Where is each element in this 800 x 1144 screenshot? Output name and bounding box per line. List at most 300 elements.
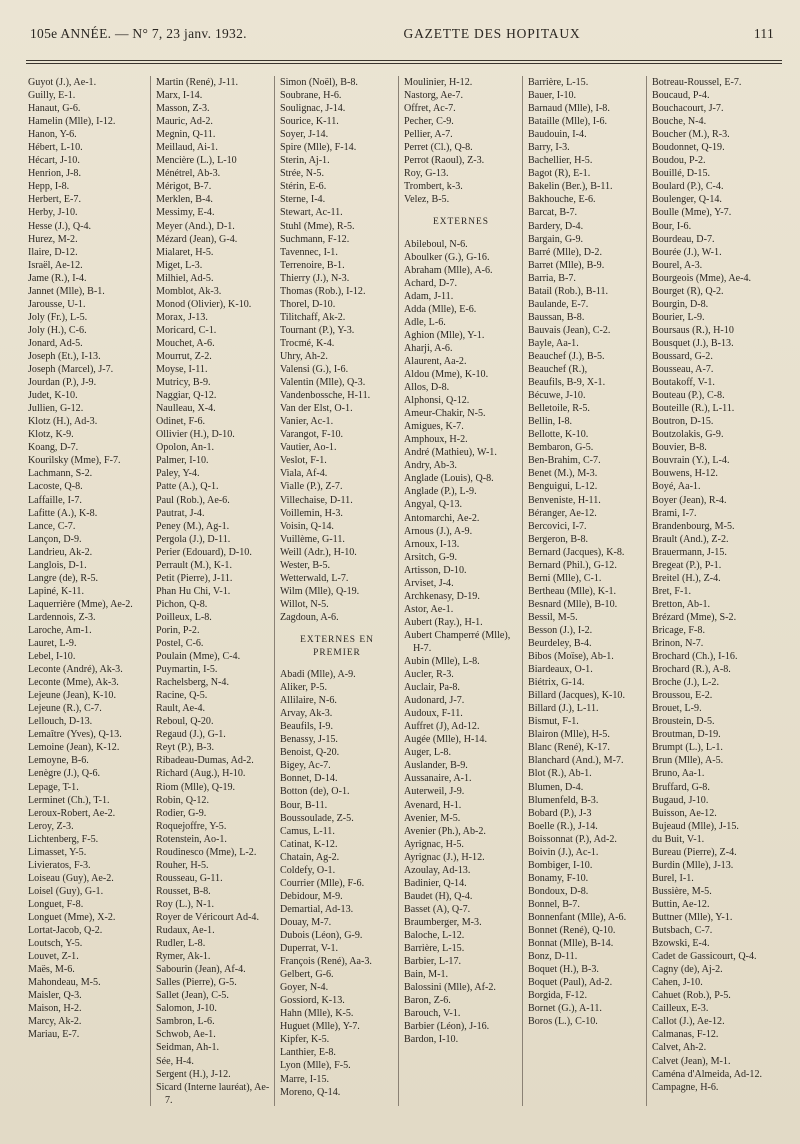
name-entry: Moulinier, H-12. <box>404 77 473 88</box>
name-entry: Vandenbossche, H-11. <box>280 390 371 402</box>
name-entry: Jame (R.), I-4. <box>28 272 87 284</box>
name-entry: Joly (H.), C-6. <box>28 324 87 336</box>
name-entry: Valensi (G.), I-6. <box>280 364 349 376</box>
name-entry: Avenier, M-5. <box>404 812 461 824</box>
name-entry: Suchmann, F-12. <box>280 233 350 245</box>
name-entry: Arnoux, I-13. <box>404 538 460 550</box>
name-entry: Mouchet, A-6. <box>156 337 215 349</box>
page-header <box>26 26 782 56</box>
name-entry: Brochard (R.), A-8. <box>652 664 731 676</box>
name-entry: Benoist, Q-20. <box>280 747 340 759</box>
name-entry: Benet (M.), M-3. <box>528 468 598 480</box>
name-entry: Barria, B-7. <box>528 272 576 284</box>
name-entry: Stuhl (Mme), R-5. <box>280 220 355 232</box>
name-entry: Bourel, A-3. <box>652 259 703 271</box>
name-entry: Trombert, k-3. <box>404 181 463 193</box>
name-entry: Biardeaux, O-1. <box>528 664 593 676</box>
name-entry: Ribadeau-Dumas, Ad-2. <box>156 755 254 767</box>
name-entry: Boucher (M.), R-3. <box>652 129 730 141</box>
name-entry: Koang, D-7. <box>28 442 79 454</box>
name-entry: Bruno, Aa-1. <box>652 768 705 780</box>
name-entry: Bagot (R), E-1. <box>528 168 591 180</box>
name-entry: Auclair, Pa-8. <box>404 682 460 694</box>
name-entry: Rousset, B-8. <box>156 885 211 897</box>
name-entry: Roy, G-13. <box>404 168 449 180</box>
name-entry: Broutman, D-19. <box>652 729 721 741</box>
name-entry: Roquejoffre, Y-5. <box>156 820 227 832</box>
name-entry: Bour, I-6. <box>652 220 692 232</box>
name-entry: Strée, N-5. <box>280 168 325 180</box>
name-entry: Moricard, C-1. <box>156 324 217 336</box>
name-entry: Ayrignac (J.), H-12. <box>404 851 485 863</box>
name-entry: Bornet (G.), A-11. <box>528 1003 602 1015</box>
name-entry: Bakhouche, E-6. <box>528 194 596 206</box>
name-entry: Botreau-Roussel, E-7. <box>652 77 742 88</box>
name-entry: Benveniste, H-11. <box>528 494 601 506</box>
name-entry: Andry, Ab-3. <box>404 460 457 472</box>
name-entry: Breitel (H.), Z-4. <box>652 572 721 584</box>
name-entry: Braumberger, M-3. <box>404 916 482 928</box>
name-entry: Lejeune (R.), C-7. <box>28 703 102 715</box>
name-entry: Porin, P-2. <box>156 624 200 636</box>
name-entry: Baudet (H), Q-4. <box>404 890 473 902</box>
name-entry: Arvay, Ak-3. <box>280 708 333 720</box>
name-entry: Bertheau (Mlle), K-1. <box>528 585 617 597</box>
name-entry: Martin (René), J-11. <box>156 77 239 88</box>
name-entry: Terrenoire, B-1. <box>280 259 345 271</box>
name-entry: Alphonsi, Q-12. <box>404 395 470 407</box>
name-entry: Achard, D-7. <box>404 277 457 289</box>
name-entry: Burdin (Mlle), J-13. <box>652 859 734 871</box>
name-entry: Soubrane, H-6. <box>280 90 342 102</box>
name-entry: Brézard (Mme), S-2. <box>652 611 737 623</box>
name-entry: Bousseau, A-7. <box>652 364 714 376</box>
name-entry: Audoux, F-11. <box>404 708 463 720</box>
name-entry: Beauchef (J.), B-5. <box>528 350 605 362</box>
name-entry: Mariau, E-7. <box>28 1029 80 1041</box>
name-entry: Judet, K-10. <box>28 390 78 402</box>
name-entry: Laffaille, I-7. <box>28 494 82 506</box>
name-entry: Aucler, R-3. <box>404 669 454 681</box>
name-entry: Paul (Rob.), Ae-6. <box>156 494 230 506</box>
name-entry: Boucaud, P-4. <box>652 90 710 102</box>
name-entry: Bigey, Ac-7. <box>280 760 331 772</box>
name-entry: Calmanas, F-12. <box>652 1029 719 1041</box>
name-entry: Hanaut, G-6. <box>28 103 81 115</box>
name-entry: Bour, B-11. <box>280 799 328 811</box>
name-entry: Jullien, G-12. <box>28 403 84 415</box>
name-entry: Limasset, Y-5. <box>28 846 87 858</box>
name-entry: Boulle (Mme), Y-7. <box>652 207 732 219</box>
name-entry: Bugaud, J-10. <box>652 794 709 806</box>
name-entry: Odinet, F-6. <box>156 416 206 428</box>
name-entry: Bonnet (René), Q-10. <box>528 925 616 937</box>
name-entry: Lance, C-7. <box>28 520 76 532</box>
name-entry: Klotz (H.), Ad-3. <box>28 416 98 428</box>
name-entry: Adda (Mlle), E-6. <box>404 303 477 315</box>
name-entry: Ben-Brahim, C-7. <box>528 455 601 467</box>
name-entry: Lerminet (Ch.), T-1. <box>28 794 110 806</box>
name-entry: Naggiar, Q-12. <box>156 390 217 402</box>
name-entry: Bourgin, D-8. <box>652 298 709 310</box>
name-entry: Blumenfeld, B-3. <box>528 794 599 806</box>
name-entry: Adam, J-11. <box>404 290 454 302</box>
name-entry: Hahn (Mlle), K-5. <box>280 1008 354 1020</box>
name-entry: Brun (Mlle), A-5. <box>652 755 724 767</box>
name-entry: Callot (J.), Ae-12. <box>652 1016 725 1028</box>
name-entry: Bobard (P.), J-3 <box>528 807 592 819</box>
name-entry: Merklen, B-4. <box>156 194 213 206</box>
name-entry: Duperrat, V-1. <box>280 943 339 955</box>
name-entry: Courrier (Mlle), F-6. <box>280 877 365 889</box>
name-entry: Azoulay, Ad-13. <box>404 864 471 876</box>
name-entry: Bauer, I-10. <box>528 90 577 102</box>
name-entry: Lebel, I-10. <box>28 651 76 663</box>
name-entry: Amphoux, H-2. <box>404 434 468 446</box>
name-entry: Perier (Edouard), D-10. <box>156 546 252 558</box>
name-entry: Jarousse, U-1. <box>28 298 86 310</box>
name-entry: Lanthier, E-8. <box>280 1047 336 1059</box>
name-entry: Abileboul, N-6. <box>404 238 468 250</box>
name-entry: Berni (Mlle), C-1. <box>528 572 602 584</box>
name-entry: Mourrut, Z-2. <box>156 350 212 362</box>
name-entry: François (René), Aa-3. <box>280 956 372 968</box>
name-entry: Offret, Ac-7. <box>404 103 456 115</box>
name-entry: Lachmann, S-2. <box>28 468 93 480</box>
name-entry: Bricage, F-8. <box>652 624 705 636</box>
name-entry: Louvet, Z-1. <box>28 951 79 963</box>
name-entry: Stewart, Ac-11. <box>280 207 343 219</box>
name-entry: Perret (Cl.), Q-8. <box>404 142 473 154</box>
name-entry: Bonamy, F-10. <box>528 872 589 884</box>
name-entry: Royer de Véricourt Ad-4. <box>156 912 259 923</box>
name-entry: Lapiné, K-11. <box>28 585 84 597</box>
name-entry: Mézard (Jean), G-4. <box>156 233 238 245</box>
name-entry: Auterweil, J-9. <box>404 786 465 798</box>
name-entry: Meyer (And.), D-1. <box>156 220 235 232</box>
name-entry: Bessil, M-5. <box>528 611 578 623</box>
name-entry: Anglade (P.), L-9. <box>404 486 477 498</box>
name-entry: Sergent (H.), J-12. <box>156 1068 231 1080</box>
name-entry: Messimy, E-4. <box>156 207 215 219</box>
name-entry: Langre (de), R-5. <box>28 572 99 584</box>
name-entry: Leroux-Robert, Ae-2. <box>28 807 116 819</box>
name-entry: Lejeune (Jean), K-10. <box>28 690 116 702</box>
name-entry: Bibos (Moïse), Ab-1. <box>528 651 614 663</box>
name-entry: Rudaux, Ae-1. <box>156 925 215 937</box>
name-entry: Sterin, Aj-1. <box>280 155 330 167</box>
name-entry: Bourdeau, D-7. <box>652 233 715 245</box>
name-entry: Loiseau (Guy), Ae-2. <box>28 872 114 884</box>
name-entry: Phan Hu Chi, V-1. <box>156 585 231 597</box>
name-entry: Pichon, Q-8. <box>156 598 208 610</box>
name-entry: Bouwens, H-12. <box>652 468 718 480</box>
name-entry: Perrault (M.), K-1. <box>156 559 232 571</box>
name-entry: Marx, I-14. <box>156 90 203 102</box>
name-entry: Racine, Q-5. <box>156 690 208 702</box>
name-entry: Leconte (Mme), Ak-3. <box>28 677 119 689</box>
name-entry: Vanier, Ac-1. <box>280 416 334 428</box>
name-entry: Ayrignac, H-5. <box>404 838 464 850</box>
name-entry: Joseph (Marcel), J-7. <box>28 364 114 376</box>
name-entry: Brumpt (L.), L-1. <box>652 742 723 754</box>
name-entry: Barrière, L-15. <box>528 77 589 88</box>
name-entry: Laquerrière (Mme), Ae-2. <box>28 598 133 610</box>
name-entry: Bernard (Jacques), K-8. <box>528 546 625 558</box>
name-entry: Bellin, I-8. <box>528 416 573 428</box>
name-entry: Rousseau, G-11. <box>156 872 223 884</box>
name-entry: Mauric, Ad-2. <box>156 116 213 128</box>
name-entry: Allos, D-8. <box>404 382 450 394</box>
name-entry: Blanc (René), K-17. <box>528 742 610 754</box>
name-entry: Aghion (Mlle), Y-1. <box>404 329 485 341</box>
name-entry: Sterne, I-4. <box>280 194 326 206</box>
name-entry: Batail (Rob.), B-11. <box>528 285 609 297</box>
name-entry: Boudou, P-2. <box>652 155 706 167</box>
name-entry: Lenègre (J.), Q-6. <box>28 768 101 780</box>
name-entry: Herbert, E-7. <box>28 194 81 206</box>
name-entry: Barouch, V-1. <box>404 1008 461 1020</box>
name-entry: Bardon, I-10. <box>404 1034 459 1046</box>
index-column-4 <box>398 76 522 1106</box>
name-entry: Beauchef (R.), <box>528 364 588 376</box>
name-entry: Arviset, J-4. <box>404 577 454 589</box>
name-entry: Auger, L-8. <box>404 747 451 759</box>
name-entry: Debidour, M-9. <box>280 890 343 902</box>
name-entry: Bouchacourt, J-7. <box>652 103 724 115</box>
name-entry: Ollivier (H.), D-10. <box>156 429 235 441</box>
name-entry: Palmer, I-10. <box>156 455 209 467</box>
name-entry: Bourée (J.), W-1. <box>652 246 722 258</box>
name-entry: Ménétrel, Ab-3. <box>156 168 221 180</box>
name-entry: Lepage, T-1. <box>28 781 79 793</box>
name-entry: Monod (Olivier), K-10. <box>156 298 252 310</box>
name-entry: Allilaire, N-6. <box>280 695 337 707</box>
name-entry: Burel, I-1. <box>652 872 694 884</box>
name-entry: Bachellier, H-5. <box>528 155 593 167</box>
name-entry: Boulard (P.), C-4. <box>652 181 724 193</box>
name-entry: Soyer, J-14. <box>280 129 329 141</box>
name-entry: Landrieu, Ak-2. <box>28 546 93 558</box>
name-entry: Joly (Fr.), L-5. <box>28 311 88 323</box>
name-entry: Caména d'Almeida, Ad-12. <box>652 1068 763 1080</box>
name-entry: Valentin (Mlle), Q-3. <box>280 377 366 389</box>
name-entry: Campagne, H-6. <box>652 1081 719 1093</box>
name-entry: Adle, L-6. <box>404 316 446 328</box>
name-entry: Bayle, Aa-1. <box>528 337 579 349</box>
name-entry: Voisin, Q-14. <box>280 520 334 532</box>
name-entry: Aubin (Mlle), L-8. <box>404 656 480 668</box>
name-entry: Bardery, D-4. <box>528 220 584 232</box>
name-entry: Joseph (Et.), I-13. <box>28 350 101 362</box>
name-entry: Rymer, Ak-1. <box>156 951 211 963</box>
name-entry: Maës, M-6. <box>28 964 75 976</box>
index-column-3 <box>274 76 398 1106</box>
name-entry: Brouet, L-9. <box>652 703 702 715</box>
name-entry: Jannet (Mlle), B-1. <box>28 285 105 297</box>
name-entry: Goyer, N-4. <box>280 982 329 994</box>
name-entry: Boutzolakis, G-9. <box>652 429 724 441</box>
name-entry: Boudonnet, Q-19. <box>652 142 725 154</box>
name-entry: Douay, M-7. <box>280 916 332 928</box>
name-entry: Reyt (P.), B-3. <box>156 742 215 754</box>
name-entry: Salles (Pierre), G-5. <box>156 977 237 989</box>
name-entry: Arnous (J.), A-9. <box>404 525 473 537</box>
name-entry: Vialle (P.), Z-7. <box>280 481 343 493</box>
name-entry: Anglade (Louis), Q-8. <box>404 473 494 485</box>
name-entry: Poilleux, L-8. <box>156 611 212 623</box>
name-entry: Lemoine (Jean), K-12. <box>28 742 120 754</box>
name-entry: Megnin, Q-11. <box>156 129 216 141</box>
name-entry: Schwob, Ae-1. <box>156 1029 216 1041</box>
name-entry: Barbier (Léon), J-16. <box>404 1021 490 1033</box>
name-entry: Herby, J-10. <box>28 207 78 219</box>
name-entry: Auffret (J), Ad-12. <box>404 721 480 733</box>
name-entry: Lellouch, D-13. <box>28 716 93 728</box>
name-entry: Béranger, Ae-12. <box>528 507 597 519</box>
name-entry: Bonz, D-11. <box>528 951 578 963</box>
name-entry: Demartial, Ad-13. <box>280 903 354 915</box>
name-entry: Boquet (H.), B-3. <box>528 964 599 976</box>
name-entry: Bauvais (Jean), C-2. <box>528 324 611 336</box>
name-entry: Billard (Jacques), K-10. <box>528 690 625 702</box>
index-column-5 <box>522 76 646 1106</box>
name-entry: Marre, I-15. <box>280 1073 330 1085</box>
name-entry: Varangot, F-10. <box>280 429 344 441</box>
name-entry: Thierry (J.), N-3. <box>280 272 350 284</box>
name-entry: Moyse, I-11. <box>156 364 208 376</box>
name-entry: Sallet (Jean), C-5. <box>156 990 229 1002</box>
name-entry: Barnaud (Mlle), I-8. <box>528 103 610 115</box>
name-entry: Aussanaire, A-1. <box>404 773 472 785</box>
name-entry: Mérigot, B-7. <box>156 181 212 193</box>
name-entry: Puymartin, I-5. <box>156 664 218 676</box>
name-entry: Beurdeley, B-4. <box>528 638 592 650</box>
index-columns <box>26 76 782 1106</box>
name-entry: Mutricy, B-9. <box>156 377 211 389</box>
name-entry: Lortat-Jacob, Q-2. <box>28 925 103 937</box>
name-entry: Bouteau (P.), C-8. <box>652 390 725 402</box>
name-entry: Besson (J.), I-2. <box>528 624 593 636</box>
name-entry: Tilitchaff, Ak-2. <box>280 311 346 323</box>
name-entry: Boivin (J.), Ac-1. <box>528 846 599 858</box>
name-entry: Wilm (Mlle), Q-19. <box>280 585 360 597</box>
name-entry: Buttin, Ae-12. <box>652 898 710 910</box>
name-entry: Bondoux, D-8. <box>528 885 589 897</box>
name-entry: Bzowski, E-4. <box>652 938 710 950</box>
name-entry: Aubert Champerré (Mlle), H-7. <box>404 629 511 654</box>
name-entry: Brault (And.), Z-2. <box>652 533 729 545</box>
name-entry: Lyon (Mlle), F-5. <box>280 1060 351 1072</box>
name-entry: Aldou (Mme), K-10. <box>404 368 489 380</box>
name-entry: Astor, Ae-1. <box>404 603 454 615</box>
name-entry: Stérin, E-6. <box>280 181 327 193</box>
name-entry: Sourice, K-11. <box>280 116 339 128</box>
name-entry: Lacoste, Q-8. <box>28 481 83 493</box>
name-entry: Boros (L.), C-10. <box>528 1016 598 1028</box>
index-column-1 <box>26 76 150 1106</box>
name-entry: Barry, I-3. <box>528 142 570 154</box>
page-number: 111 <box>753 26 774 41</box>
name-entry: Buttner (Mlle), Y-1. <box>652 912 733 923</box>
name-entry: Beaufils, I-9. <box>280 721 333 733</box>
name-entry: Avenard, H-1. <box>404 799 462 811</box>
name-entry: Augée (Mlle), H-14. <box>404 734 487 746</box>
name-entry: Klotz, K-9. <box>28 429 74 441</box>
name-entry: Seidman, Ah-1. <box>156 1042 220 1054</box>
name-entry: Boutakoff, V-1. <box>652 377 715 389</box>
name-entry: Villechaise, D-11. <box>280 494 353 506</box>
name-entry: Hepp, I-8. <box>28 181 70 193</box>
name-entry: Soulignac, J-14. <box>280 103 346 115</box>
name-entry: Tournant (P.), Y-3. <box>280 324 355 336</box>
name-entry: Cahen, J-10. <box>652 977 703 989</box>
name-entry: Bruffard, G-8. <box>652 781 710 793</box>
name-entry: Jonard, Ad-5. <box>28 337 83 349</box>
name-entry: Boulenger, Q-14. <box>652 194 722 206</box>
name-entry: Rachelsberg, N-4. <box>156 677 229 689</box>
name-entry: Simon (Noël), B-8. <box>280 77 358 88</box>
name-entry: Lardennois, Z-3. <box>28 611 96 623</box>
name-entry: Gelbert, G-6. <box>280 969 334 981</box>
name-entry: Balossini (Mlle), Af-2. <box>404 982 496 994</box>
name-entry: Boyer (Jean), R-4. <box>652 494 727 506</box>
name-entry: Sambron, L-6. <box>156 1016 215 1028</box>
name-entry: Brochard (Ch.), I-16. <box>652 651 738 663</box>
name-entry: Bretton, Ab-1. <box>652 598 711 610</box>
name-entry: Paley, Y-4. <box>156 468 200 480</box>
name-entry: Hurez, M-2. <box>28 233 78 245</box>
name-entry: Langlois, D-1. <box>28 559 87 571</box>
name-entry: Boussoulade, Z-5. <box>280 812 354 824</box>
name-entry: Miget, L-3. <box>156 259 203 271</box>
name-entry: Bismut, F-1. <box>528 716 579 728</box>
name-entry: du Buit, V-1. <box>652 833 705 845</box>
name-entry: Boussard, G-2. <box>652 350 713 362</box>
name-entry: Baussan, B-8. <box>528 311 585 323</box>
name-entry: Hanon, Y-6. <box>28 129 77 141</box>
name-entry: Bargain, G-9. <box>528 233 584 245</box>
name-entry: Baudouin, I-4. <box>528 129 587 141</box>
name-entry: Sée, H-4. <box>156 1055 194 1067</box>
name-entry: Blairon (Mlle), H-5. <box>528 729 610 741</box>
name-entry: Hamelin (Mlle), I-12. <box>28 116 116 128</box>
issue-info: 105e ANNÉE. — N° 7, 23 janv. 1932. <box>30 26 247 41</box>
name-entry: Viala, Af-4. <box>280 468 328 480</box>
name-entry: Barret (Mlle), B-9. <box>528 259 605 271</box>
name-entry: Henrion, J-8. <box>28 168 81 180</box>
name-entry: Borgida, F-12. <box>528 990 587 1002</box>
name-entry: Bonnel, B-7. <box>528 898 580 910</box>
name-entry: Rudler, L-8. <box>156 938 206 950</box>
name-entry: Opolon, An-1. <box>156 442 215 454</box>
name-entry: Audonard, J-7. <box>404 695 465 707</box>
name-entry: Bourgeois (Mme), Ae-4. <box>652 272 752 284</box>
name-entry: Bellotte, K-10. <box>528 429 589 441</box>
name-entry: Mencière (L.), L-10 <box>156 155 237 167</box>
name-entry: Buisson, Ae-12. <box>652 807 717 819</box>
name-entry: Aharji, A-6. <box>404 342 453 354</box>
name-entry: Amigues, K-7. <box>404 421 464 433</box>
name-entry: Pergola (J.), D-11. <box>156 533 231 545</box>
name-entry: Basset (A), Q-7. <box>404 903 471 915</box>
name-entry: Cagny (de), Aj-2. <box>652 964 723 976</box>
name-entry: Beaufils, B-9, X-1. <box>528 377 606 389</box>
name-entry: Rouher, H-5. <box>156 859 209 871</box>
name-entry: Aboulker (G.), G-16. <box>404 251 490 263</box>
name-entry: Boquet (Paul), Ad-2. <box>528 977 613 989</box>
name-entry: Cadet de Gassicourt, Q-4. <box>652 951 757 963</box>
